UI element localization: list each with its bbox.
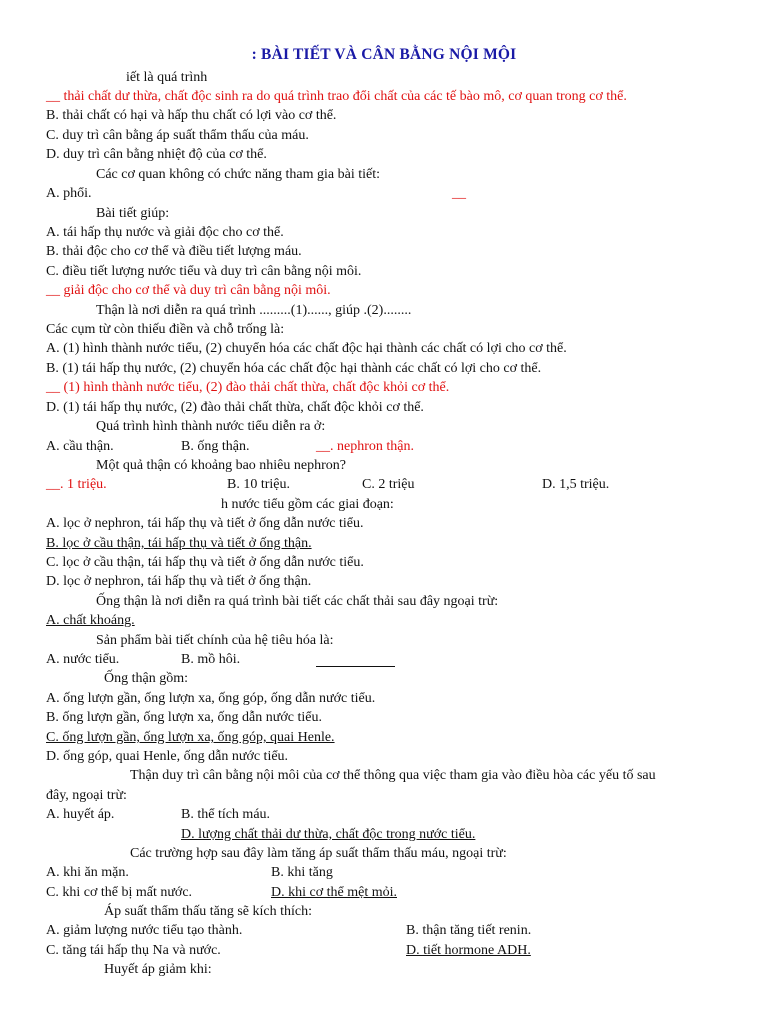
question-12-stem: Các trường hợp sau đây làm tăng áp suất thẩm thấu máu, ngoại trừ: (130, 846, 507, 861)
question-4-option-a: A. (1) hình thành nước tiểu, (2) chuyển hóa các chất độc hại thành các chất có lợi cho cơ thể. (46, 341, 567, 356)
question-12-option-a: A. khi ăn mặn. (46, 865, 129, 880)
question-13-option-d: D. tiết hormone ADH. (406, 943, 531, 958)
question-5-stem: Quá trình hình thành nước tiểu diễn ra ở: (96, 419, 326, 434)
question-12-option-b: B. khi tăng (271, 865, 333, 880)
question-6-option-b: B. 10 triệu. (227, 477, 290, 492)
question-8-option-a: A. chất khoáng. (46, 613, 135, 628)
question-10-option-a: A. ống lượn gần, ống lượn xa, ống góp, ống dẫn nước tiểu. (46, 691, 376, 706)
question-1-answer-a: __ thải chất dư thừa, chất độc sinh ra do quá trình trao đổi chất của các tế bào mô, cơ quan trong cơ thể. (46, 89, 627, 104)
question-12-option-c: C. khi cơ thể bị mất nước. (46, 885, 193, 900)
question-13-option-a: A. giảm lượng nước tiểu tạo thành. (46, 923, 243, 938)
question-6-option-d: D. 1,5 triệu. (542, 477, 610, 492)
question-5-option-b: B. ống thận. (181, 439, 250, 454)
question-11-stem: Thận duy trì cân bằng nội môi của cơ thể thông qua việc tham gia vào điều hòa các yếu tố sau (130, 768, 656, 783)
question-11-option-d: D. lượng chất thải dư thừa, chất độc trong nước tiểu. (181, 827, 476, 842)
question-1-option-d: D. duy trì cân bằng nhiệt độ của cơ thể. (46, 147, 267, 162)
question-12-option-d: D. khi cơ thể mệt mỏi. (271, 885, 397, 900)
question-13-option-c: C. tăng tái hấp thụ Na và nước. (46, 943, 221, 958)
question-4-stem: Thận là nơi diễn ra quá trình .........(1)......, giúp .(2)........ (96, 303, 412, 318)
question-13-option-b: B. thận tăng tiết renin. (406, 923, 532, 938)
question-7-option-d: D. lọc ở nephron, tái hấp thụ và tiết ở ống thận. (46, 574, 312, 589)
question-2-stem: Các cơ quan không có chức năng tham gia bài tiết: (96, 167, 381, 182)
question-14-stem: Huyết áp giảm khi: (104, 962, 212, 977)
question-5-option-a: A. cầu thận. (46, 439, 114, 454)
question-7-stem: h nước tiểu gồm các giai đoạn: (221, 497, 394, 512)
question-4-answer-c: __ (1) hình thành nước tiểu, (2) đào thải chất thừa, chất độc khỏi cơ thể. (46, 380, 450, 395)
question-11-option-b: B. thể tích máu. (181, 807, 271, 822)
question-9-option-a: A. nước tiểu. (46, 652, 120, 667)
question-9-stem: Sản phẩm bài tiết chính của hệ tiêu hóa là: (96, 633, 334, 648)
question-10-option-c: C. ống lượn gần, ống lượn xa, ống góp, quai Henle. (46, 730, 335, 745)
question-4-option-b: B. (1) tái hấp thụ nước, (2) chuyển hóa các chất độc hại thành các chất có lợi cho cơ thể. (46, 361, 542, 376)
question-3-option-b: B. thải độc cho cơ thể và điều tiết lượng máu. (46, 244, 302, 259)
question-10-option-d: D. ống góp, quai Henle, ống dẫn nước tiểu. (46, 749, 289, 764)
question-10-option-b: B. ống lượn gần, ống lượn xa, ống dẫn nước tiểu. (46, 710, 322, 725)
question-6-option-c: C. 2 triệu (362, 477, 415, 492)
question-2-option-a: A. phổi. (46, 186, 92, 201)
question-1-option-b: B. thải chất có hại và hấp thu chất có lợi vào cơ thể. (46, 108, 337, 123)
question-6-answer-a: __. 1 triệu. (46, 477, 107, 492)
question-11-stem-continued: đây, ngoại trừ: (46, 788, 127, 803)
question-4-option-d: D. (1) tái hấp thụ nước, (2) đào thải chất thừa, chất độc khỏi cơ thể. (46, 400, 424, 415)
question-3-option-a: A. tái hấp thụ nước và giải độc cho cơ thể. (46, 225, 284, 240)
question-1-option-c: C. duy trì cân bằng áp suất thẩm thấu của máu. (46, 128, 309, 143)
question-11-option-a: A. huyết áp. (46, 807, 115, 822)
question-2-answer-mark: __ (452, 186, 466, 201)
question-13-stem: Áp suất thẩm thấu tăng sẽ kích thích: (104, 904, 313, 919)
question-3-option-c: C. điều tiết lượng nước tiểu và duy trì cân bằng nội môi. (46, 264, 362, 279)
question-8-stem: Ống thận là nơi diễn ra quá trình bài tiết các chất thải sau đây ngoại trừ: (96, 594, 499, 609)
question-6-stem: Một quả thận có khoảng bao nhiêu nephron? (96, 458, 346, 473)
page-title: : BÀI TIẾT VÀ CÂN BẰNG NỘI MỘI (251, 46, 517, 63)
question-3-stem: Bài tiết giúp: (96, 206, 170, 221)
question-1-stem: iết là quá trình (126, 70, 208, 85)
question-4-subprompt: Các cụm từ còn thiếu điền và chỗ trống là: (46, 322, 285, 337)
question-3-answer-d: __ giải độc cho cơ thể và duy trì cân bằng nội môi. (46, 283, 331, 298)
question-5-answer-c: __. nephron thận. (316, 439, 414, 454)
question-9-answer-blank (316, 666, 395, 667)
question-9-option-b: B. mồ hôi. (181, 652, 241, 667)
question-7-option-c: C. lọc ở cầu thận, tái hấp thụ và tiết ở ống dẫn nước tiểu. (46, 555, 364, 570)
question-7-option-b: B. lọc ở cầu thận, tái hấp thụ và tiết ở ống thận. (46, 536, 312, 551)
question-7-option-a: A. lọc ở nephron, tái hấp thụ và tiết ở ống dẫn nước tiểu. (46, 516, 364, 531)
question-10-stem: Ống thận gồm: (104, 671, 188, 686)
